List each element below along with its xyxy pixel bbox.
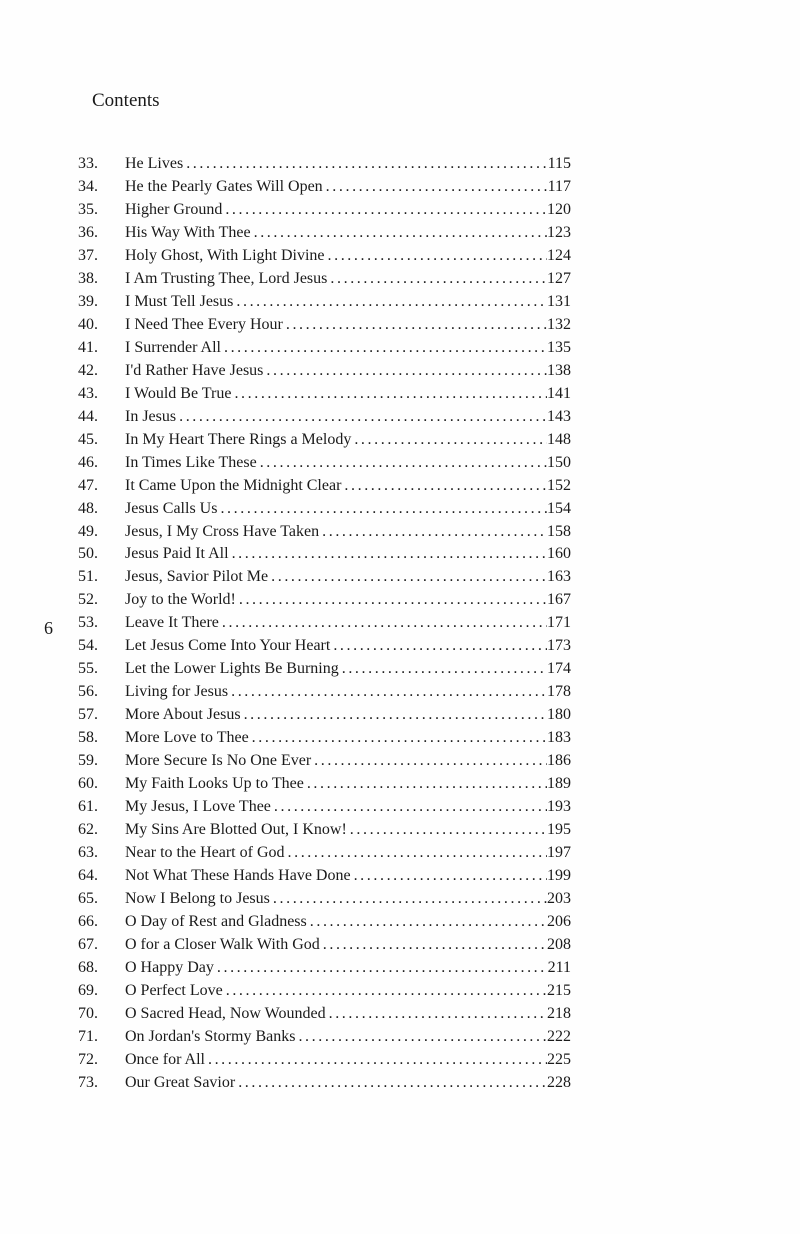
entry-page: 199 (547, 867, 571, 885)
entry-title: On Jordan's Stormy Banks (125, 1027, 296, 1045)
dot-leader (323, 176, 548, 199)
toc-entry (78, 245, 571, 268)
entry-page: 203 (547, 890, 571, 907)
entry-number: 44. (78, 407, 98, 425)
toc-entry (78, 314, 571, 337)
entry-title: Jesus Calls Us (125, 499, 218, 517)
toc-entry (78, 199, 571, 222)
entry-page: 167 (547, 591, 571, 609)
toc-entry (78, 934, 571, 957)
toc-entry (78, 1049, 571, 1072)
toc-entry (78, 658, 571, 681)
toc-entry (78, 337, 571, 360)
dot-leader (327, 268, 547, 291)
entry-page: 225 (547, 1050, 571, 1068)
dot-leader (271, 796, 547, 819)
dot-leader (236, 589, 547, 612)
dot-leader (307, 911, 547, 934)
entry-number: 48. (78, 499, 98, 517)
entry-title: Jesus Paid It All (125, 545, 229, 563)
entry-page: 152 (547, 476, 571, 494)
entry-title: Jesus, I My Cross Have Taken (125, 522, 320, 540)
entry-number: 56. (78, 683, 98, 701)
toc-entry (78, 635, 571, 658)
entry-title: Living for Jesus (125, 683, 229, 701)
entry-number: 42. (78, 361, 98, 379)
toc-entry (78, 153, 571, 176)
dot-leader (268, 566, 547, 589)
entry-number: 45. (78, 430, 98, 448)
entry-title: In My Heart There Rings a Melody (125, 430, 352, 448)
entry-title: In Times Like These (125, 453, 257, 471)
entry-page: 160 (547, 545, 571, 563)
entry-number: 72. (78, 1050, 98, 1068)
entry-number: 69. (78, 981, 98, 999)
entry-page: 163 (547, 568, 571, 586)
entry-title: O Sacred Head, Now Wounded (125, 1004, 326, 1022)
entry-page: 132 (547, 315, 571, 333)
entry-page: 186 (547, 752, 571, 770)
dot-leader (283, 314, 547, 337)
entry-title: My Jesus, I Love Thee (125, 798, 271, 816)
dot-leader (183, 153, 547, 176)
entry-number: 66. (78, 912, 98, 930)
dot-leader (241, 704, 547, 727)
dot-leader (228, 681, 547, 704)
dot-leader (251, 222, 547, 245)
entry-page: 218 (547, 1004, 571, 1022)
entry-page: 197 (547, 844, 571, 862)
toc-entry (78, 888, 571, 911)
dot-leader (257, 452, 547, 475)
entry-number: 67. (78, 935, 98, 953)
entry-title: Near to the Heart of God (125, 844, 285, 862)
entry-page: 135 (547, 338, 571, 356)
entry-title: Not What These Hands Have Done (125, 867, 351, 885)
entry-number: 43. (78, 384, 98, 402)
entry-number: 55. (78, 660, 98, 678)
toc-entry (78, 1072, 571, 1095)
dot-leader (263, 360, 547, 383)
entry-page: 148 (547, 430, 571, 448)
dot-leader (347, 819, 547, 842)
dot-leader (320, 934, 547, 957)
entry-title: O Day of Rest and Gladness (125, 912, 307, 930)
toc-entry (78, 819, 571, 842)
dot-leader (304, 773, 547, 796)
entry-title: He the Pearly Gates Will Open (125, 177, 323, 195)
entry-title: I Am Trusting Thee, Lord Jesus (125, 269, 328, 287)
dot-leader (330, 635, 547, 658)
dot-leader (319, 521, 547, 544)
toc-entry (78, 589, 571, 612)
dot-leader (229, 543, 547, 566)
dot-leader (217, 498, 547, 521)
entry-title: My Faith Looks Up to Thee (125, 775, 304, 793)
toc-entry (78, 222, 571, 245)
dot-leader (205, 1049, 547, 1072)
toc-entry (78, 842, 571, 865)
dot-leader (341, 475, 547, 498)
entry-number: 50. (78, 545, 98, 563)
toc-entry (78, 543, 571, 566)
dot-leader (219, 612, 547, 635)
dot-leader (214, 957, 548, 980)
entry-title: O Happy Day (125, 958, 214, 976)
dot-leader (295, 1026, 547, 1049)
entry-number: 57. (78, 706, 98, 724)
toc-entry (78, 980, 571, 1003)
toc-entry (78, 429, 571, 452)
entry-title: I Would Be True (125, 384, 232, 402)
entry-title: I Must Tell Jesus (125, 292, 234, 310)
entry-title: Let the Lower Lights Be Burning (125, 660, 339, 678)
entry-page: 143 (547, 407, 571, 425)
toc-entry (78, 727, 571, 750)
entry-title: I Need Thee Every Hour (125, 315, 283, 333)
dot-leader (233, 291, 547, 314)
toc-entry (78, 475, 571, 498)
entry-page: 123 (547, 223, 571, 241)
entry-number: 49. (78, 522, 98, 540)
entry-number: 60. (78, 775, 98, 793)
entry-number: 64. (78, 867, 98, 885)
entry-number: 63. (78, 844, 98, 862)
toc-entry (78, 1026, 571, 1049)
dot-leader (351, 429, 547, 452)
entry-number: 62. (78, 821, 98, 839)
entry-title: Higher Ground (125, 200, 223, 218)
entry-page: 193 (547, 798, 571, 816)
entry-page: 189 (547, 775, 571, 793)
entry-number: 38. (78, 269, 98, 287)
entry-title: It Came Upon the Midnight Clear (125, 476, 342, 494)
toc-entry (78, 957, 571, 980)
entry-number: 46. (78, 453, 98, 471)
entry-page: 120 (547, 200, 571, 218)
entry-page: 183 (547, 729, 571, 747)
entry-page: 124 (547, 246, 571, 264)
entry-title: Leave It There (125, 614, 219, 632)
entry-page: 222 (547, 1027, 571, 1045)
entry-page: 208 (547, 935, 571, 953)
dot-leader (326, 1003, 547, 1026)
entry-page: 138 (547, 361, 571, 379)
entry-number: 58. (78, 729, 98, 747)
entry-number: 34. (78, 177, 98, 195)
dot-leader (231, 383, 547, 406)
toc-entry (78, 521, 571, 544)
toc-entry (78, 1003, 571, 1026)
entry-number: 73. (78, 1073, 98, 1091)
entry-title: He Lives (125, 155, 184, 172)
entry-number: 53. (78, 614, 98, 632)
entry-title: O Perfect Love (125, 981, 223, 999)
toc-entry (78, 176, 571, 199)
toc-entry (78, 268, 571, 291)
dot-leader (325, 245, 548, 268)
entry-number: 65. (78, 890, 98, 907)
toc-entry (78, 383, 571, 406)
entry-number: 41. (78, 338, 98, 356)
entry-title: His Way With Thee (125, 223, 251, 241)
dot-leader (221, 337, 547, 360)
toc-entry (78, 796, 571, 819)
entry-page: 180 (547, 706, 571, 724)
entry-title: Let Jesus Come Into Your Heart (125, 637, 331, 655)
entry-title: More Secure Is No One Ever (125, 752, 312, 770)
entry-page: 174 (547, 660, 571, 678)
dot-leader (285, 842, 548, 865)
entry-title: Jesus, Savior Pilot Me (125, 568, 269, 586)
entry-title: In Jesus (125, 407, 177, 425)
entry-page: 154 (547, 499, 571, 517)
entry-number: 40. (78, 315, 98, 333)
entry-page: 131 (547, 292, 571, 310)
entry-number: 71. (78, 1027, 98, 1045)
toc-entry (78, 498, 571, 521)
dot-leader (235, 1072, 547, 1095)
toc-entry (78, 452, 571, 475)
dot-leader (351, 865, 547, 888)
entry-page: 141 (547, 384, 571, 402)
toc-entry (78, 612, 571, 635)
entry-number: 70. (78, 1004, 98, 1022)
dot-leader (270, 888, 547, 911)
entry-page: 206 (547, 912, 571, 930)
dot-leader (311, 750, 547, 773)
toc-entry (78, 291, 571, 314)
entry-number: 52. (78, 591, 98, 609)
toc-entry (78, 360, 571, 383)
entry-page: 158 (547, 522, 571, 540)
toc-entry (78, 750, 571, 773)
entry-page: 178 (547, 683, 571, 701)
toc-entry (78, 911, 571, 934)
entry-title: My Sins Are Blotted Out, I Know! (125, 821, 347, 839)
entry-page: 150 (547, 453, 571, 471)
dot-leader (339, 658, 547, 681)
entry-number: 51. (78, 568, 98, 586)
entry-number: 54. (78, 637, 98, 655)
entry-title: Our Great Savior (125, 1073, 236, 1091)
entry-number: 35. (78, 200, 98, 218)
dot-leader (223, 980, 547, 1003)
entry-title: Once for All (125, 1050, 205, 1068)
entry-page: 171 (547, 614, 571, 632)
table-of-contents (78, 153, 571, 1095)
entry-title: More Love to Thee (125, 729, 249, 747)
dot-leader (176, 406, 547, 429)
entry-page: 211 (547, 958, 571, 976)
entry-number: 39. (78, 292, 98, 310)
toc-entry (78, 406, 571, 429)
toc-entry (78, 681, 571, 704)
entry-page: 195 (547, 821, 571, 839)
entry-number: 47. (78, 476, 98, 494)
entry-number: 33. (78, 155, 98, 172)
entry-page: 215 (547, 981, 571, 999)
entry-number: 36. (78, 223, 98, 241)
toc-entry (78, 773, 571, 796)
entry-number: 61. (78, 798, 98, 816)
entry-page: 173 (547, 637, 571, 655)
entry-page: 115 (547, 155, 571, 172)
dot-leader (249, 727, 547, 750)
entry-number: 68. (78, 958, 98, 976)
entry-title: Joy to the World! (125, 591, 236, 609)
toc-entry (78, 865, 571, 888)
dot-leader (222, 199, 547, 222)
entry-title: Now I Belong to Jesus (125, 890, 270, 907)
entry-page: 127 (547, 269, 571, 287)
page-heading: Contents (92, 90, 160, 111)
toc-entry (78, 566, 571, 589)
entry-title: Holy Ghost, With Light Divine (125, 246, 325, 264)
entry-title: More About Jesus (125, 706, 241, 724)
entry-page: 228 (547, 1073, 571, 1091)
entry-title: I'd Rather Have Jesus (125, 361, 264, 379)
entry-page: 117 (547, 177, 571, 195)
entry-number: 59. (78, 752, 98, 770)
entry-number: 37. (78, 246, 98, 264)
page-number: 6 (44, 618, 53, 638)
entry-title: O for a Closer Walk With God (125, 935, 320, 953)
entry-title: I Surrender All (125, 338, 221, 356)
toc-entry (78, 704, 571, 727)
